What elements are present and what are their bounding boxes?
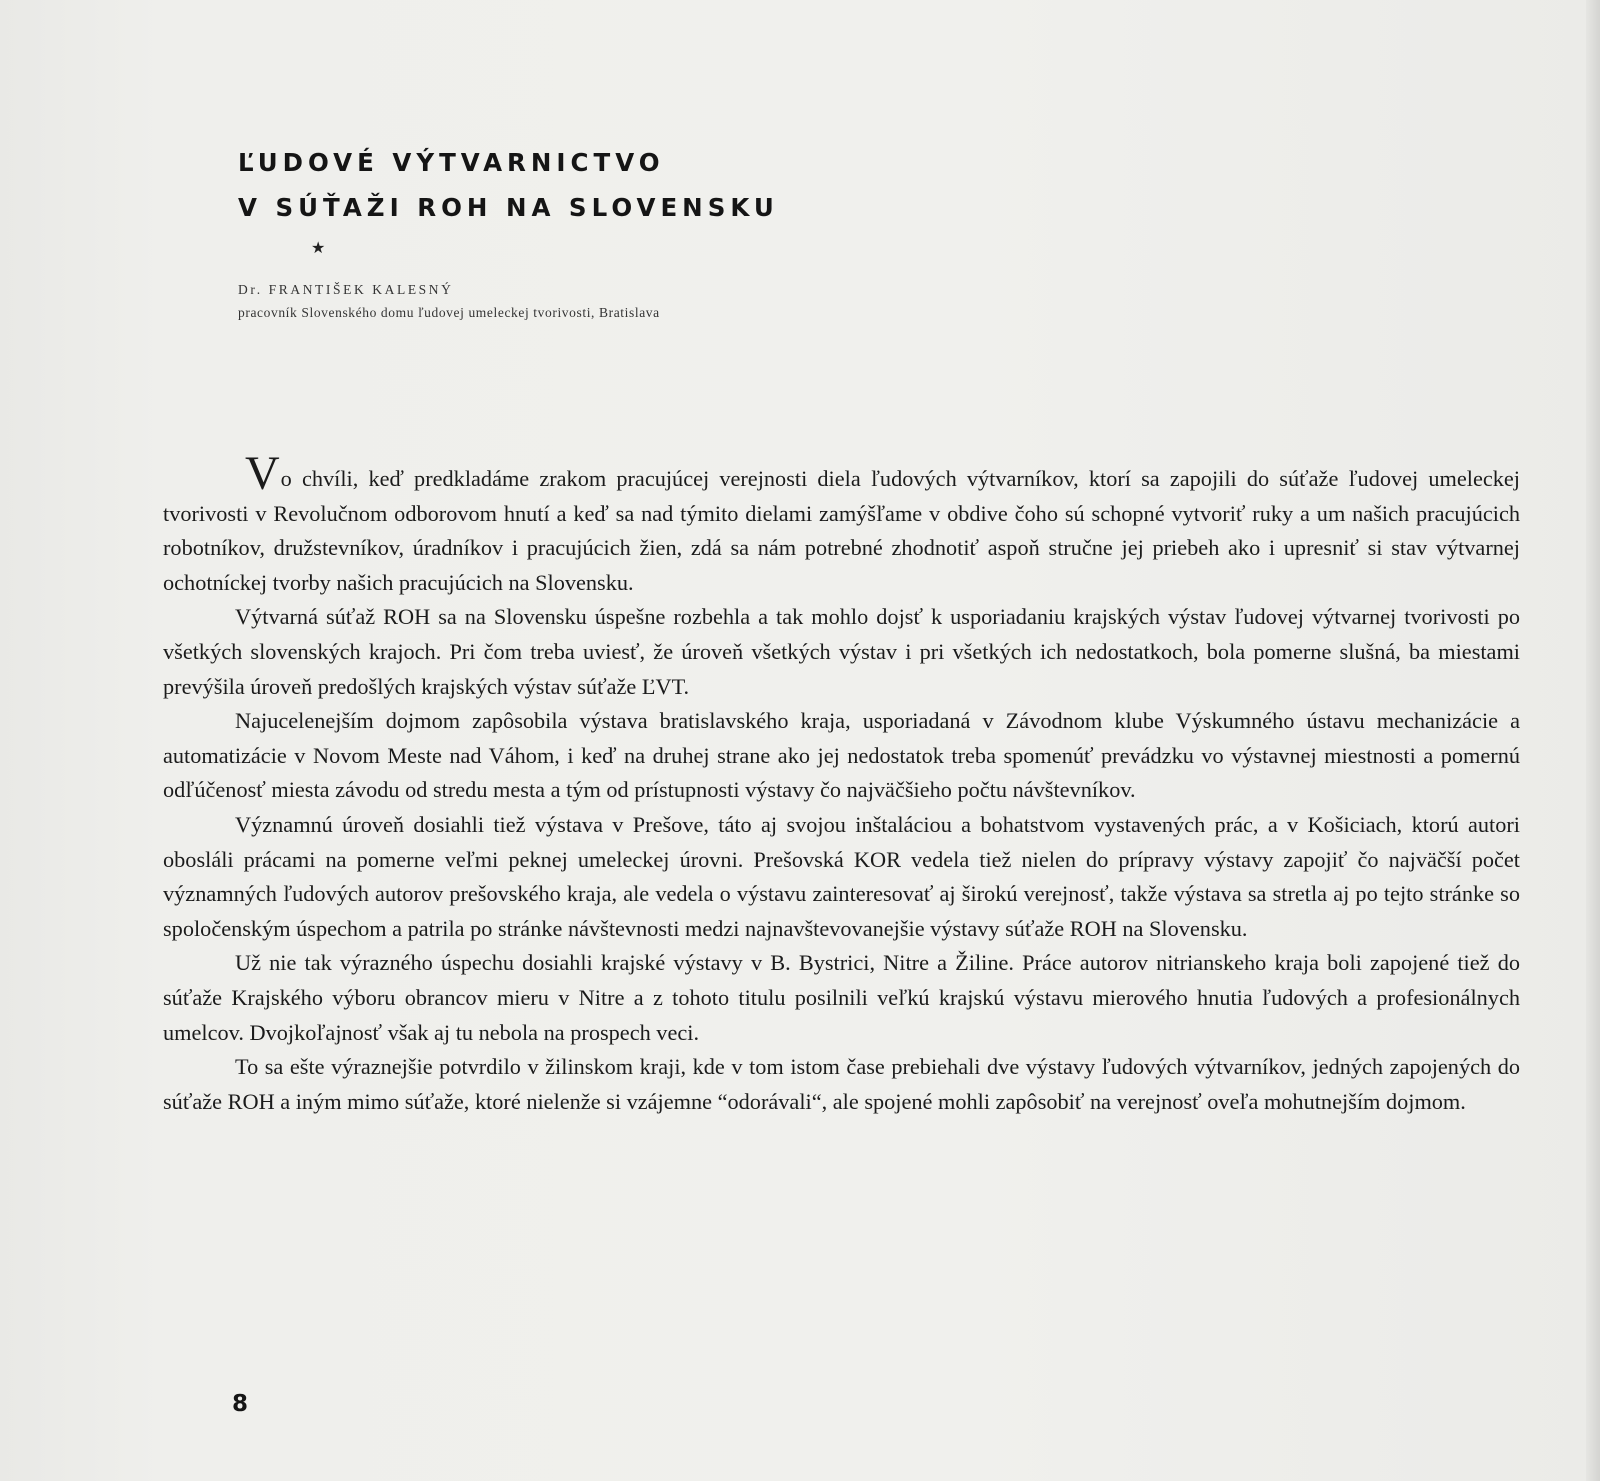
author-name: Dr. FRANTIŠEK KALESNÝ	[238, 282, 454, 297]
page-edge	[1586, 0, 1600, 1481]
article-heading	[238, 140, 779, 230]
paragraph-1	[163, 447, 1520, 600]
heading-line-1: ĽUDOVÉ VÝTVARNICTVO	[238, 148, 665, 177]
paragraph-3: Najucelenejším dojmom zapôsobila výstava bratislavského kraja, usporiadaná v Závodnom klube Výskumného ústavu mechanizácie a automatizácie v Novom Meste nad Váhom, i keď na druhej strane ako jej nedostatok treba spomenúť prevádzku vo výstavnej miestnosti a pomernú odľúčenosť miesta závodu od stredu mesta a tým od prístupnosti výstavy čo najväčšieho počtu návštevníkov.	[163, 708, 1520, 803]
page-number: 8	[232, 1391, 249, 1417]
drop-cap: V	[245, 447, 280, 500]
heading-line-2: V SÚŤAŽI ROH NA SLOVENSKU	[238, 193, 779, 222]
paragraph-6: To sa ešte výraznejšie potvrdilo v žilinskom kraji, kde v tom istom čase prebiehali dve výstavy ľudových výtvarníkov, jedných zapojených do súťaže ROH a iným mimo súťaže, ktoré nielenže si vzájemne “odorávali“, ale spojené mohli zapôsobiť na verejnosť oveľa mohutnejším dojmom.	[163, 1054, 1520, 1114]
paragraph-2: Výtvarná súťaž ROH sa na Slovensku úspešne rozbehla a tak mohlo dojsť k usporiadaniu krajských výstav ľudovej výtvarnej tvorivosti po všetkých slovenských krajoch. Pri čom treba uviesť, že úroveň všetkých výstav i pri všetkých ich nedostatkoch, bola pomerne slušná, ba miestami prevýšila úroveň predošlých krajských výstav súťaže ĽVT.	[163, 604, 1520, 699]
paragraph-4: Významnú úroveň dosiahli tiež výstava v Prešove, táto aj svojou inštaláciou a bohatstvom vystavených prác, a v Košiciach, ktorú autori obosláli prácami na pomerne veľmi peknej umeleckej úrovni. Prešovská KOR vedela tiež nielen do prípravy výstavy zapojiť čo najväčší počet významných ľudových autorov prešovského kraja, ale vedela o výstavu zainteresovať aj širokú verejnosť, takže výstava sa stretla aj po tejto stránke so spoločenským úspechom a patrila po stránke návštevnosti medzi najnavštevovanejšie výstavy súťaže ROH na Slovensku.	[163, 811, 1520, 941]
star-ornament-icon: ★	[311, 238, 326, 257]
paragraph-5: Už nie tak výrazného úspechu dosiahli krajské výstavy v B. Bystrici, Nitre a Žiline. Práce autorov nitrianskeho kraja boli zapojené tiež do súťaže Krajského výboru obrancov mieru v Nitre a z tohoto titulu posilnili veľkú krajskú výstavu mierového hnutia ľudových a profesionálnych umelcov. Dvojkoľajnosť však aj tu nebola na prospech veci.	[163, 950, 1520, 1045]
article-body	[163, 447, 1520, 1119]
author-affiliation: pracovník Slovenského domu ľudovej umeleckej tvorivosti, Bratislava	[238, 305, 660, 320]
paragraph-1-text: o chvíli, keď predkladáme zrakom pracujúcej verejnosti diela ľudových výtvarníkov, ktorí sa zapojili do súťaže ľudovej umeleckej tvorivosti v Revolučnom odborovom hnutí a keď sa nad týmito dielami zamýšľame v obdive čoho sú schopné vytvoriť ruky a um našich pracujúcich robotníkov, družstevníkov, úradníkov i pracujúcich žien, zdá sa nám potrebné zhodnotiť aspoň stručne jej priebeh ako i upresniť si stav výtvarnej ochotníckej tvorby našich pracujúcich na Slovensku.	[163, 466, 1520, 595]
